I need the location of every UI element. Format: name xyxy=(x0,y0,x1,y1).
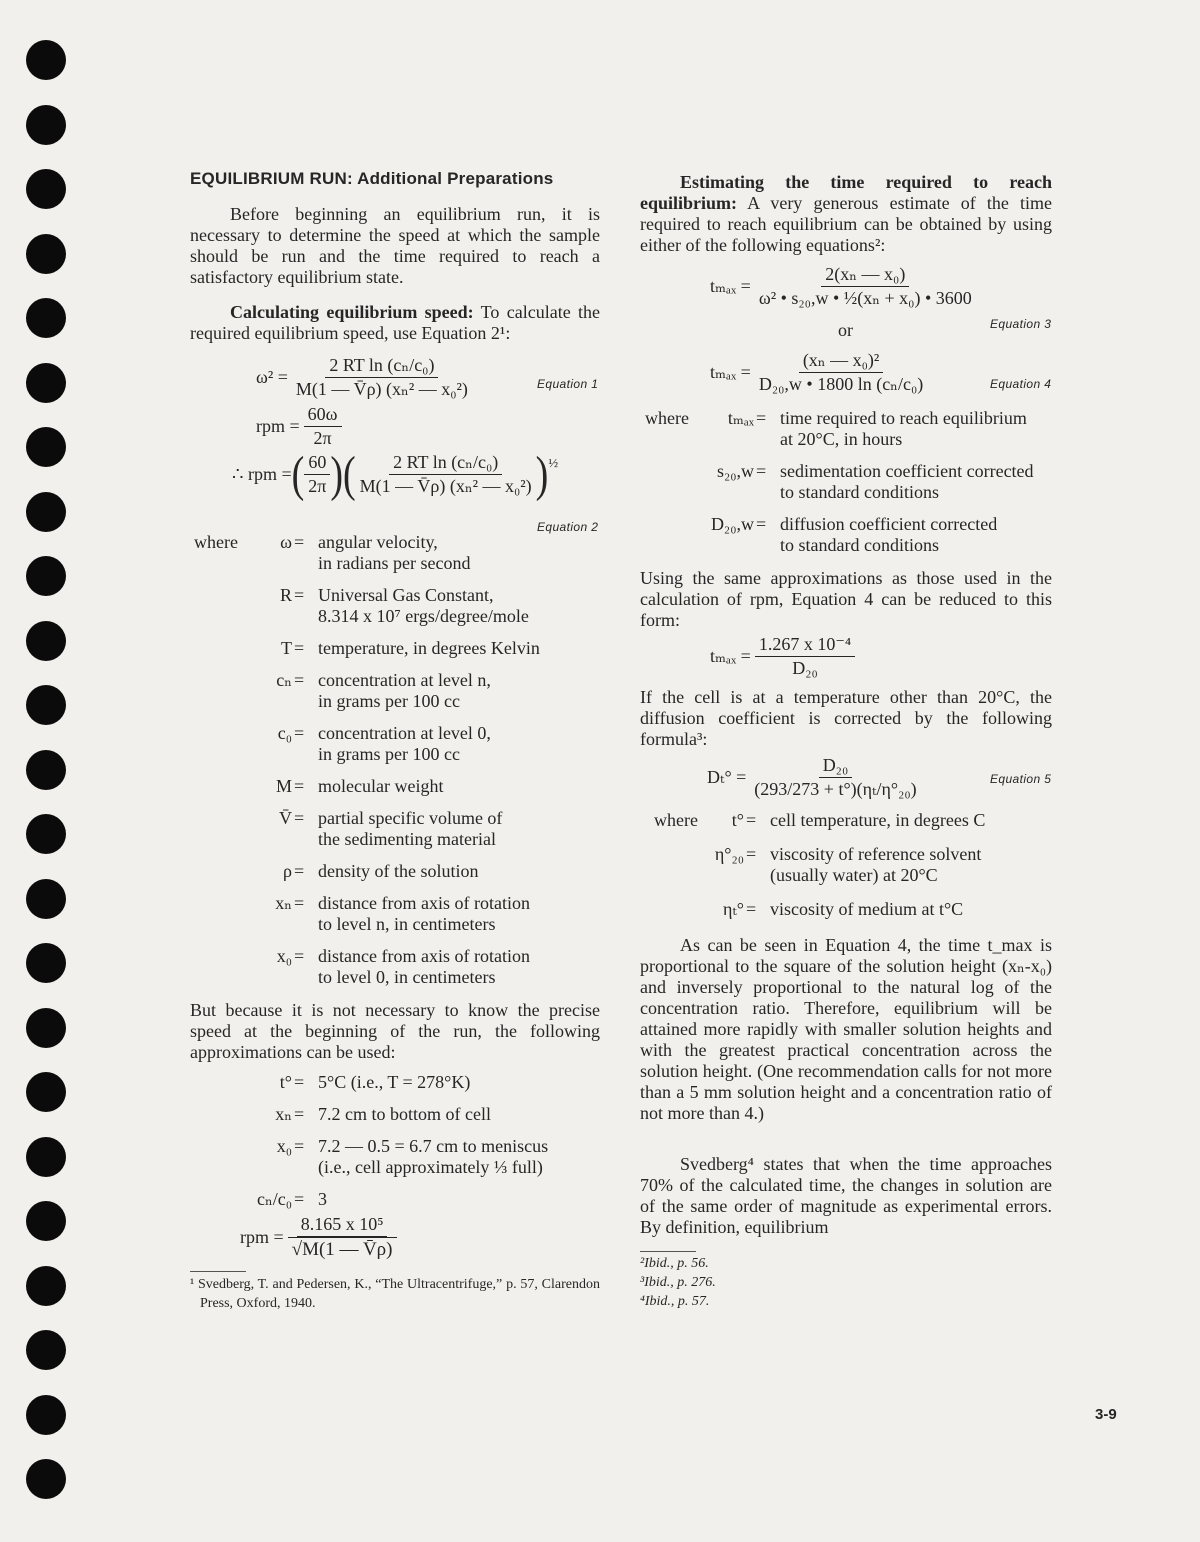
eq2-lhs: ∴ rpm = xyxy=(232,464,292,484)
binder-hole xyxy=(26,1330,66,1370)
approximation-sym: cₙ/c₀ xyxy=(256,1189,292,1209)
definition-text: density of the solution xyxy=(318,861,479,881)
time-definition-sym: D₂₀,w xyxy=(710,514,754,534)
eq2-exponent: ½ xyxy=(548,455,559,470)
definition-text: distance from axis of rotation to level 0, in centimeters xyxy=(318,946,530,987)
definition-equals: = xyxy=(294,893,305,913)
approximations xyxy=(220,1072,548,1210)
eq3-numerator: 2(xₙ — x₀) xyxy=(821,264,909,287)
binder-hole xyxy=(26,814,66,854)
viscosity-definition-sym: t° xyxy=(731,810,744,830)
time-lead: Estimating the time required to reach equilibrium: xyxy=(640,172,1052,213)
definition-equals: = xyxy=(294,861,305,881)
where-label: where xyxy=(194,532,238,552)
time-definition-text: diffusion coefficient corrected to standard conditions xyxy=(780,514,998,555)
time-definition-sym: s₂₀,w xyxy=(716,461,754,481)
eq5-lhs: Dₜ° = xyxy=(707,767,747,787)
binder-hole xyxy=(26,1072,66,1112)
rpm-denominator: 2π xyxy=(313,428,332,448)
time-definition-equals: = xyxy=(756,408,767,428)
viscosity-definition-sym: ηₜ° xyxy=(722,899,744,919)
approximation-text: 3 xyxy=(318,1189,327,1209)
definition-text: Universal Gas Constant, 8.314 x 10⁷ ergs/degree/mole xyxy=(318,585,529,626)
approximation-paragraph: But because it is not necessary to know the precise speed at the beginning of the run, the following approximations can be used: xyxy=(190,1000,600,1062)
viscosity-definition-text: viscosity of medium at t°C xyxy=(770,899,964,919)
definition-equals: = xyxy=(294,808,305,828)
binder-hole xyxy=(26,105,66,145)
binder-hole xyxy=(26,40,66,80)
reduced-numerator: 1.267 x 10⁻⁴ xyxy=(755,634,855,657)
page-number: 3-9 xyxy=(1095,1406,1117,1423)
where-label-3: where xyxy=(654,810,698,830)
eq4-denominator: D₂₀,w • 1800 ln (cₙ/c₀) xyxy=(758,374,924,394)
binder-hole xyxy=(26,1395,66,1435)
equation-5 xyxy=(707,755,925,800)
approximation-text: 7.2 cm to bottom of cell xyxy=(318,1104,491,1124)
equation-2: ∴ rpm = ( $\frac{60}{2\pi}$ ) ( $\frac{\text{2 RT ln (cₙ/c₀)}}{\text{M(1 — V̄ρ) (xₙ² — x₀²)}}$ ) $^{\frac{1}{2}}$ xyxy=(232,447,559,502)
equation-4 xyxy=(710,350,931,395)
equation-1 xyxy=(256,355,476,400)
eq5-numerator: D₂₀ xyxy=(819,755,853,778)
binder-hole xyxy=(26,879,66,919)
time-text: A very generous estimate of the time required to reach equilibrium can be obtained by using either of the following equations²: xyxy=(640,193,1052,255)
binder-hole xyxy=(26,1459,66,1499)
definition-equals: = xyxy=(294,946,305,966)
definition-sym: ρ xyxy=(283,861,292,881)
rpm-lhs: rpm = xyxy=(256,416,300,436)
definition-text: concentration at level n, in grams per 100 cc xyxy=(318,670,491,711)
approximation-text: 7.2 — 0.5 = 6.7 cm to meniscus (i.e., cell approximately ⅓ full) xyxy=(318,1136,549,1177)
footnotes-right xyxy=(640,1254,716,1311)
rpm2-lhs: rpm = xyxy=(240,1226,284,1247)
reduction-paragraph: Using the same approximations as those used in the calculation of rpm, Equation 4 can be reduced to this form: xyxy=(640,568,1052,630)
approximation-sym: xₙ xyxy=(275,1104,292,1124)
speed-paragraph xyxy=(190,302,600,344)
reduced-denominator: D₂₀ xyxy=(792,658,818,678)
eq1-lhs: ω² = xyxy=(256,367,288,387)
or-text: or xyxy=(838,320,853,340)
svedberg-paragraph: Svedberg⁴ states that when the time approaches 70% of the calculated time, the changes in solution are of the same order of magnitude as experimental errors. By definition, equilibrium xyxy=(640,1154,1052,1237)
equation-rpm-approx xyxy=(240,1214,401,1260)
where-label-2: where xyxy=(645,408,689,428)
binder-hole xyxy=(26,750,66,790)
time-definition-text: time required to reach equilibrium at 20°C, in hours xyxy=(780,408,1027,449)
approximation-equals: = xyxy=(294,1136,305,1156)
definition-text: partial specific volume of the sedimenting material xyxy=(318,808,503,849)
eq2-denominator: M(1 — V̄ρ) (xₙ² — x₀²) xyxy=(359,476,532,496)
definition-text: distance from axis of rotation to level n, in centimeters xyxy=(318,893,530,934)
viscosity-definition-sym: η°₂₀ xyxy=(714,844,744,864)
definition-sym: cₙ xyxy=(276,670,292,690)
eq3-denominator: ω² • s₂₀,w • ½(xₙ + x₀) • 3600 xyxy=(758,288,972,308)
eq1-denominator: M(1 — V̄ρ) (xₙ² — x₀²) xyxy=(295,379,468,399)
equation-5-label: Equation 5 xyxy=(990,772,1052,786)
discussion-paragraph: As can be seen in Equation 4, the time t_max is proportional to the square of the solution height (xₙ-x₀) and inversely proportional to the natural log of the concentration ratio. Therefore, equilibrium will be attained more rapidly with smaller solution heights and with the greatest practical concentration across the solution height. (One recommendation calls for not more than a 5 mm solution height and a concentration ratio of not more than 4.) xyxy=(640,935,1052,1123)
speed-lead: Calculating equilibrium speed: xyxy=(230,302,474,322)
definition-sym: V̄ xyxy=(279,808,292,828)
binder-hole xyxy=(26,234,66,274)
definition-text: molecular weight xyxy=(318,776,444,796)
approximation-sym: x₀ xyxy=(276,1136,292,1156)
binder-hole xyxy=(26,492,66,532)
binder-hole xyxy=(26,943,66,983)
definition-sym: ω xyxy=(280,532,292,552)
definition-sym: x₀ xyxy=(276,946,292,966)
approximation-sym: t° xyxy=(279,1072,292,1092)
temperature-paragraph: If the cell is at a temperature other than 20°C, the diffusion coefficient is corrected by the following formula³: xyxy=(640,687,1052,749)
definition-sym: c₀ xyxy=(277,723,292,743)
time-definition-text: sedimentation coefficient corrected to standard conditions xyxy=(780,461,1034,502)
reduced-lhs: tₘₐₓ = xyxy=(710,646,751,666)
definition-sym: xₙ xyxy=(275,893,292,913)
footnote-rule xyxy=(190,1271,246,1272)
eq5-denominator: (293/273 + t°)(ηₜ/η°₂₀) xyxy=(754,779,917,799)
binder-hole xyxy=(26,556,66,596)
binder-hole xyxy=(26,621,66,661)
eq3-lhs: tₘₐₓ = xyxy=(710,276,751,296)
rpm-numerator: 60ω xyxy=(304,404,342,427)
approximation-equals: = xyxy=(294,1104,305,1124)
eq2-numerator: 2 RT ln (cₙ/c₀) xyxy=(389,452,502,475)
viscosity-definition-equals: = xyxy=(746,810,757,830)
rpm2-denominator: √M(1 — V̄ρ) xyxy=(288,1237,397,1260)
rpm2-numerator: 8.165 x 10⁵ xyxy=(297,1214,388,1237)
approximation-equals: = xyxy=(294,1189,305,1209)
time-definitions xyxy=(700,408,1034,556)
definition-equals: = xyxy=(294,723,305,743)
binder-hole xyxy=(26,1008,66,1048)
footnote: ³Ibid., p. 276. xyxy=(640,1275,716,1290)
equation-2-label: Equation 2 xyxy=(537,520,599,534)
eq2-factor-denominator: 2π xyxy=(308,476,327,496)
approximation-text: 5°C (i.e., T = 278°K) xyxy=(318,1072,471,1092)
binder-hole xyxy=(26,1201,66,1241)
time-definition-sym: tₘₐₓ xyxy=(727,408,754,428)
definition-equals: = xyxy=(294,638,305,658)
binder-hole xyxy=(26,685,66,725)
binder-hole xyxy=(26,298,66,338)
binder-hole xyxy=(26,169,66,209)
definition-sym: M xyxy=(275,776,292,796)
approximation-equals: = xyxy=(294,1072,305,1092)
variable-definitions xyxy=(248,532,540,988)
time-paragraph xyxy=(640,172,1052,256)
definition-equals: = xyxy=(294,532,305,552)
equation-3 xyxy=(710,264,980,309)
equation-reduced xyxy=(710,634,859,679)
eq4-lhs: tₘₐₓ = xyxy=(710,362,751,382)
footnote-rule-2 xyxy=(640,1251,696,1252)
footnote: ⁴Ibid., p. 57. xyxy=(640,1294,710,1309)
equation-4-label: Equation 4 xyxy=(990,377,1052,391)
definition-text: concentration at level 0, in grams per 100 cc xyxy=(318,723,491,764)
definition-sym: R xyxy=(279,585,292,605)
equation-rpm xyxy=(256,404,346,449)
binder-hole xyxy=(26,1137,66,1177)
binder-hole xyxy=(26,1266,66,1306)
definition-equals: = xyxy=(294,670,305,690)
eq1-numerator: 2 RT ln (cₙ/c₀) xyxy=(325,355,438,378)
viscosity-definition-equals: = xyxy=(746,899,757,919)
definition-text: temperature, in degrees Kelvin xyxy=(318,638,540,658)
definition-sym: T xyxy=(281,638,292,658)
definition-equals: = xyxy=(294,776,305,796)
time-definition-equals: = xyxy=(756,514,767,534)
viscosity-definition-equals: = xyxy=(746,844,757,864)
footnote: ²Ibid., p. 56. xyxy=(640,1256,709,1271)
eq4-numerator: (xₙ — x₀)² xyxy=(799,350,883,373)
definition-equals: = xyxy=(294,585,305,605)
footnote-1: ¹ Svedberg, T. and Pedersen, K., “The Ultracentrifuge,” p. 57, Clarendon Press, Oxford, 1940. xyxy=(190,1277,600,1311)
binder-hole xyxy=(26,427,66,467)
binder-hole xyxy=(26,363,66,403)
speed-text: To calculate the required equilibrium speed, use Equation 2¹: xyxy=(190,302,600,343)
viscosity-definition-text: cell temperature, in degrees C xyxy=(770,810,986,830)
time-definition-equals: = xyxy=(756,461,767,481)
equation-3-label: Equation 3 xyxy=(990,317,1052,331)
eq2-factor-numerator: 60 xyxy=(304,452,330,475)
intro-paragraph: Before beginning an equilibrium run, it is necessary to determine the speed at which the sample should be run and the time required to reach a satisfactory equilibrium state. xyxy=(190,204,600,287)
equation-1-label: Equation 1 xyxy=(537,377,599,391)
section-heading: EQUILIBRIUM RUN: Additional Preparations xyxy=(190,169,554,188)
definition-text: angular velocity, in radians per second xyxy=(318,532,471,573)
viscosity-definitions xyxy=(700,810,985,920)
viscosity-definition-text: viscosity of reference solvent (usually water) at 20°C xyxy=(770,844,982,885)
